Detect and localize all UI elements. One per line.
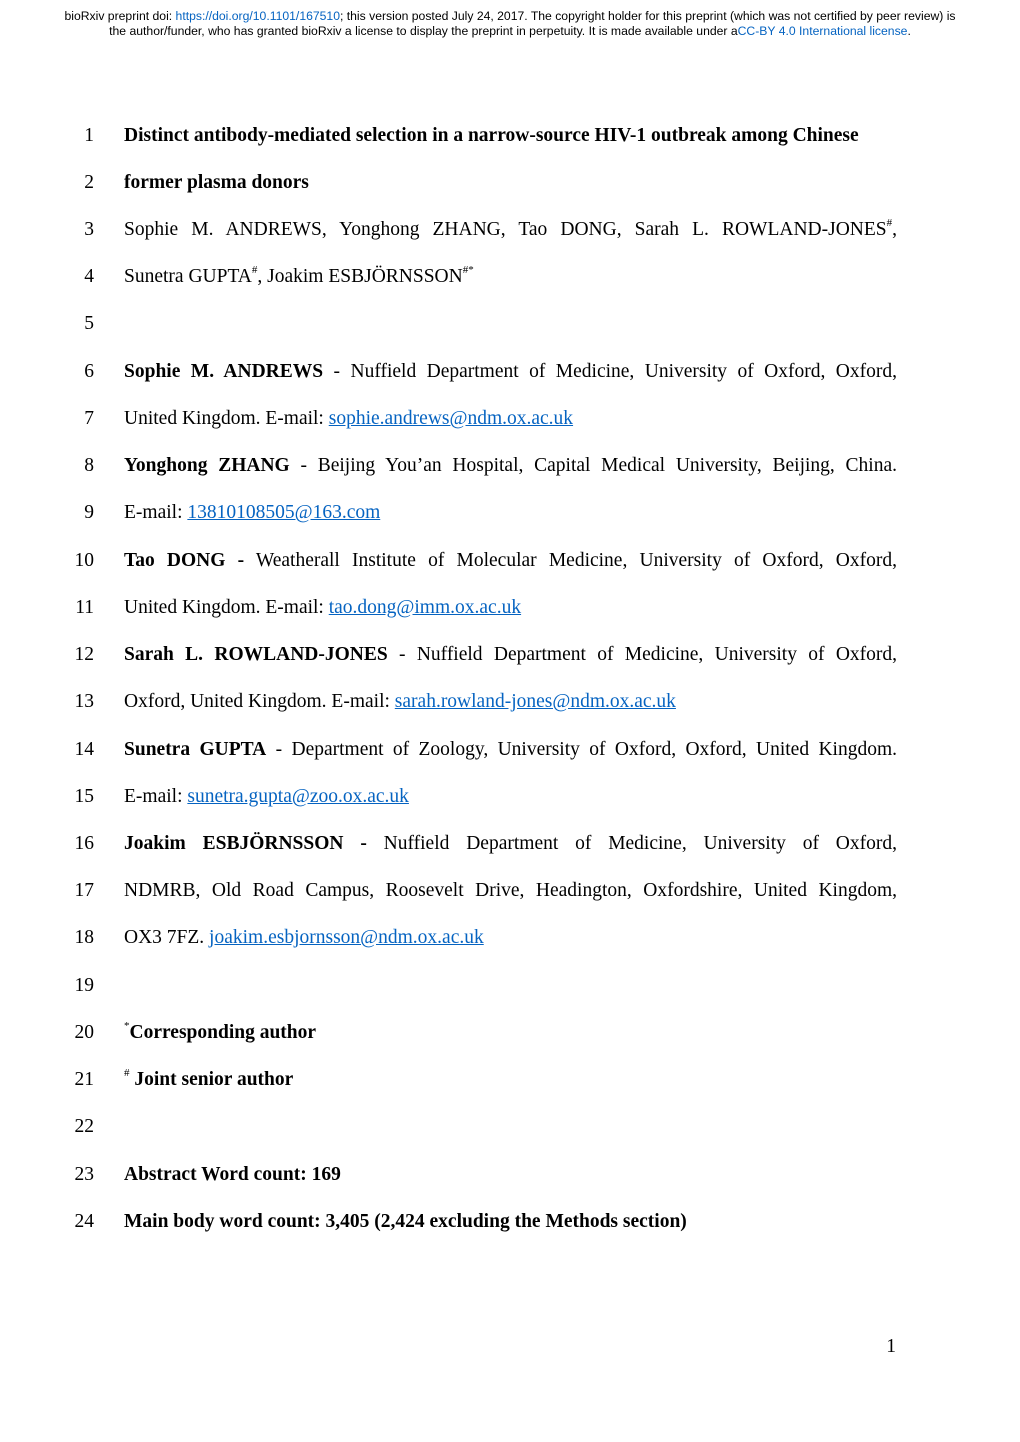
email-link-zhang[interactable]: 13810108505@163.com [187, 502, 381, 523]
line-5 [0, 311, 1020, 341]
authors-text: Sophie M. ANDREWS, Yonghong ZHANG, Tao DONG, Sarah L. ROWLAND-JONES [124, 219, 887, 240]
line-3 [0, 217, 1020, 247]
email-line [124, 925, 897, 951]
affiliation-author: Yonghong ZHANG [124, 455, 290, 476]
email-line [124, 689, 897, 715]
joint-senior-mark: # [886, 217, 893, 229]
line-number: 19 [74, 975, 94, 996]
affiliation-line [124, 831, 897, 857]
email-label: Oxford, United Kingdom. E-mail: [124, 691, 395, 712]
email-label: E-mail: [124, 502, 188, 523]
line-22 [0, 1114, 1020, 1144]
notice-body: ; this version posted July 24, 2017. The copyright holder for this preprint (which was not certified by peer review) is the author/funder, who has granted bioRxiv a license to display the preprint in perpetuity. It is made available under a [109, 9, 956, 38]
affiliation-author: Sarah L. ROWLAND-JONES [124, 644, 388, 665]
affiliation-line [124, 548, 897, 574]
affiliation-text: - Nuffield Department of Medicine, University of Oxford, [387, 644, 898, 665]
joint-senior-mark: # [251, 264, 258, 276]
line-number: 12 [74, 644, 94, 665]
line-15 [0, 784, 1020, 814]
line-number: 14 [74, 739, 94, 760]
line-19 [0, 973, 1020, 1003]
corresponding-author-label: Corresponding author [129, 1022, 317, 1043]
line-number: 22 [74, 1116, 94, 1137]
email-link-andrews[interactable]: sophie.andrews@ndm.ox.ac.uk [328, 408, 574, 429]
affiliation-text: - Department of Zoology, University of Oxford, Oxford, United Kingdom. [266, 739, 897, 760]
line-24 [0, 1209, 1020, 1239]
affiliation-text: NDMRB, Old Road Campus, Roosevelt Drive, Headington, Oxfordshire, United Kingdom, [124, 880, 897, 901]
title-line [124, 123, 897, 149]
affiliation-line [124, 453, 897, 479]
line-number: 5 [84, 313, 94, 334]
doi-link[interactable]: https://doi.org/10.1101/167510 [175, 9, 340, 23]
author-esbjornsson: , Joakim ESBJÖRNSSON [257, 266, 463, 287]
joint-senior-author-label: Joint senior author [129, 1069, 294, 1090]
authors-line [124, 217, 897, 243]
footnote-line [124, 1067, 897, 1093]
line-number: 9 [84, 502, 94, 523]
license-link[interactable]: CC-BY 4.0 International license [737, 23, 908, 38]
affiliation-text: - Beijing You’an Hospital, Capital Medical University, Beijing, China. [289, 455, 897, 476]
title-line [124, 170, 897, 196]
line-number: 17 [74, 880, 94, 901]
word-count-line [124, 1162, 897, 1188]
email-line [124, 784, 897, 810]
line-number: 3 [84, 219, 94, 240]
line-23 [0, 1162, 1020, 1192]
preprint-notice [60, 9, 960, 38]
line-20 [0, 1020, 1020, 1050]
line-number: 4 [84, 266, 94, 287]
email-link-gupta[interactable]: sunetra.gupta@zoo.ox.ac.uk [187, 786, 409, 807]
line-number: 8 [84, 455, 94, 476]
affiliation-line [124, 642, 897, 668]
line-9 [0, 500, 1020, 530]
line-1 [0, 123, 1020, 153]
authors-comma: , [892, 219, 897, 240]
line-number: 7 [84, 408, 94, 429]
email-line [124, 406, 897, 432]
line-12 [0, 642, 1020, 672]
notice-end: . [907, 23, 911, 38]
footnote-line [124, 1020, 897, 1046]
affiliation-text: - Nuffield Department of Medicine, University of Oxford, Oxford, [323, 361, 897, 382]
line-8 [0, 453, 1020, 483]
affiliation-line [124, 878, 897, 904]
title-text: Distinct antibody-mediated selection in a narrow-source HIV-1 outbreak among Chinese [124, 125, 859, 146]
corresponding-mark: * [124, 1020, 130, 1032]
email-label: United Kingdom. E-mail: [124, 597, 329, 618]
line-number: 11 [75, 597, 94, 618]
corresponding-mark: #* [462, 264, 474, 276]
affiliation-line [124, 737, 897, 763]
word-count-line [124, 1209, 897, 1235]
affiliation-line [124, 359, 897, 385]
authors-line [124, 264, 897, 290]
affiliation-author: Tao DONG - [124, 550, 245, 571]
email-label: United Kingdom. E-mail: [124, 408, 329, 429]
line-21 [0, 1067, 1020, 1097]
email-link-esbjornsson[interactable]: joakim.esbjornsson@ndm.ox.ac.uk [209, 927, 484, 948]
author-gupta: Sunetra GUPTA [124, 266, 252, 287]
line-number: 18 [74, 927, 94, 948]
line-number: 10 [74, 550, 94, 571]
line-2 [0, 170, 1020, 200]
line-number: 20 [74, 1022, 94, 1043]
affiliation-text: Nuffield Department of Medicine, University of Oxford, [366, 833, 897, 854]
line-number: 24 [74, 1211, 94, 1232]
affiliation-author: Sunetra GUPTA [124, 739, 267, 760]
email-line [124, 595, 897, 621]
line-6 [0, 359, 1020, 389]
line-number: 15 [74, 786, 94, 807]
affiliation-author: Joakim ESBJÖRNSSON - [124, 833, 367, 854]
line-13 [0, 689, 1020, 719]
notice-prefix: bioRxiv preprint doi: [64, 9, 176, 23]
line-number: 2 [84, 172, 94, 193]
line-14 [0, 737, 1020, 767]
email-link-dong[interactable]: tao.dong@imm.ox.ac.uk [328, 597, 522, 618]
title-text: former plasma donors [124, 172, 309, 193]
line-11 [0, 595, 1020, 625]
line-16 [0, 831, 1020, 861]
abstract-word-count: Abstract Word count: 169 [124, 1164, 341, 1185]
line-4 [0, 264, 1020, 294]
email-link-rowland-jones[interactable]: sarah.rowland-jones@ndm.ox.ac.uk [394, 691, 676, 712]
line-number: 16 [74, 833, 94, 854]
affiliation-text: Weatherall Institute of Molecular Medicine, University of Oxford, Oxford, [244, 550, 897, 571]
page-number: 1 [886, 1336, 896, 1357]
line-number: 13 [74, 691, 94, 712]
line-10 [0, 548, 1020, 578]
line-number: 23 [74, 1164, 94, 1185]
line-18 [0, 925, 1020, 955]
line-number: 21 [74, 1069, 94, 1090]
joint-senior-mark: # [124, 1067, 130, 1079]
postcode-text: OX3 7FZ. [124, 927, 210, 948]
line-number: 1 [84, 125, 94, 146]
email-label: E-mail: [124, 786, 188, 807]
line-17 [0, 878, 1020, 908]
main-body-word-count: Main body word count: 3,405 (2,424 excluding the Methods section) [124, 1211, 687, 1232]
email-line [124, 500, 897, 526]
line-number: 6 [84, 361, 94, 382]
affiliation-author: Sophie M. ANDREWS [124, 361, 324, 382]
line-7 [0, 406, 1020, 436]
